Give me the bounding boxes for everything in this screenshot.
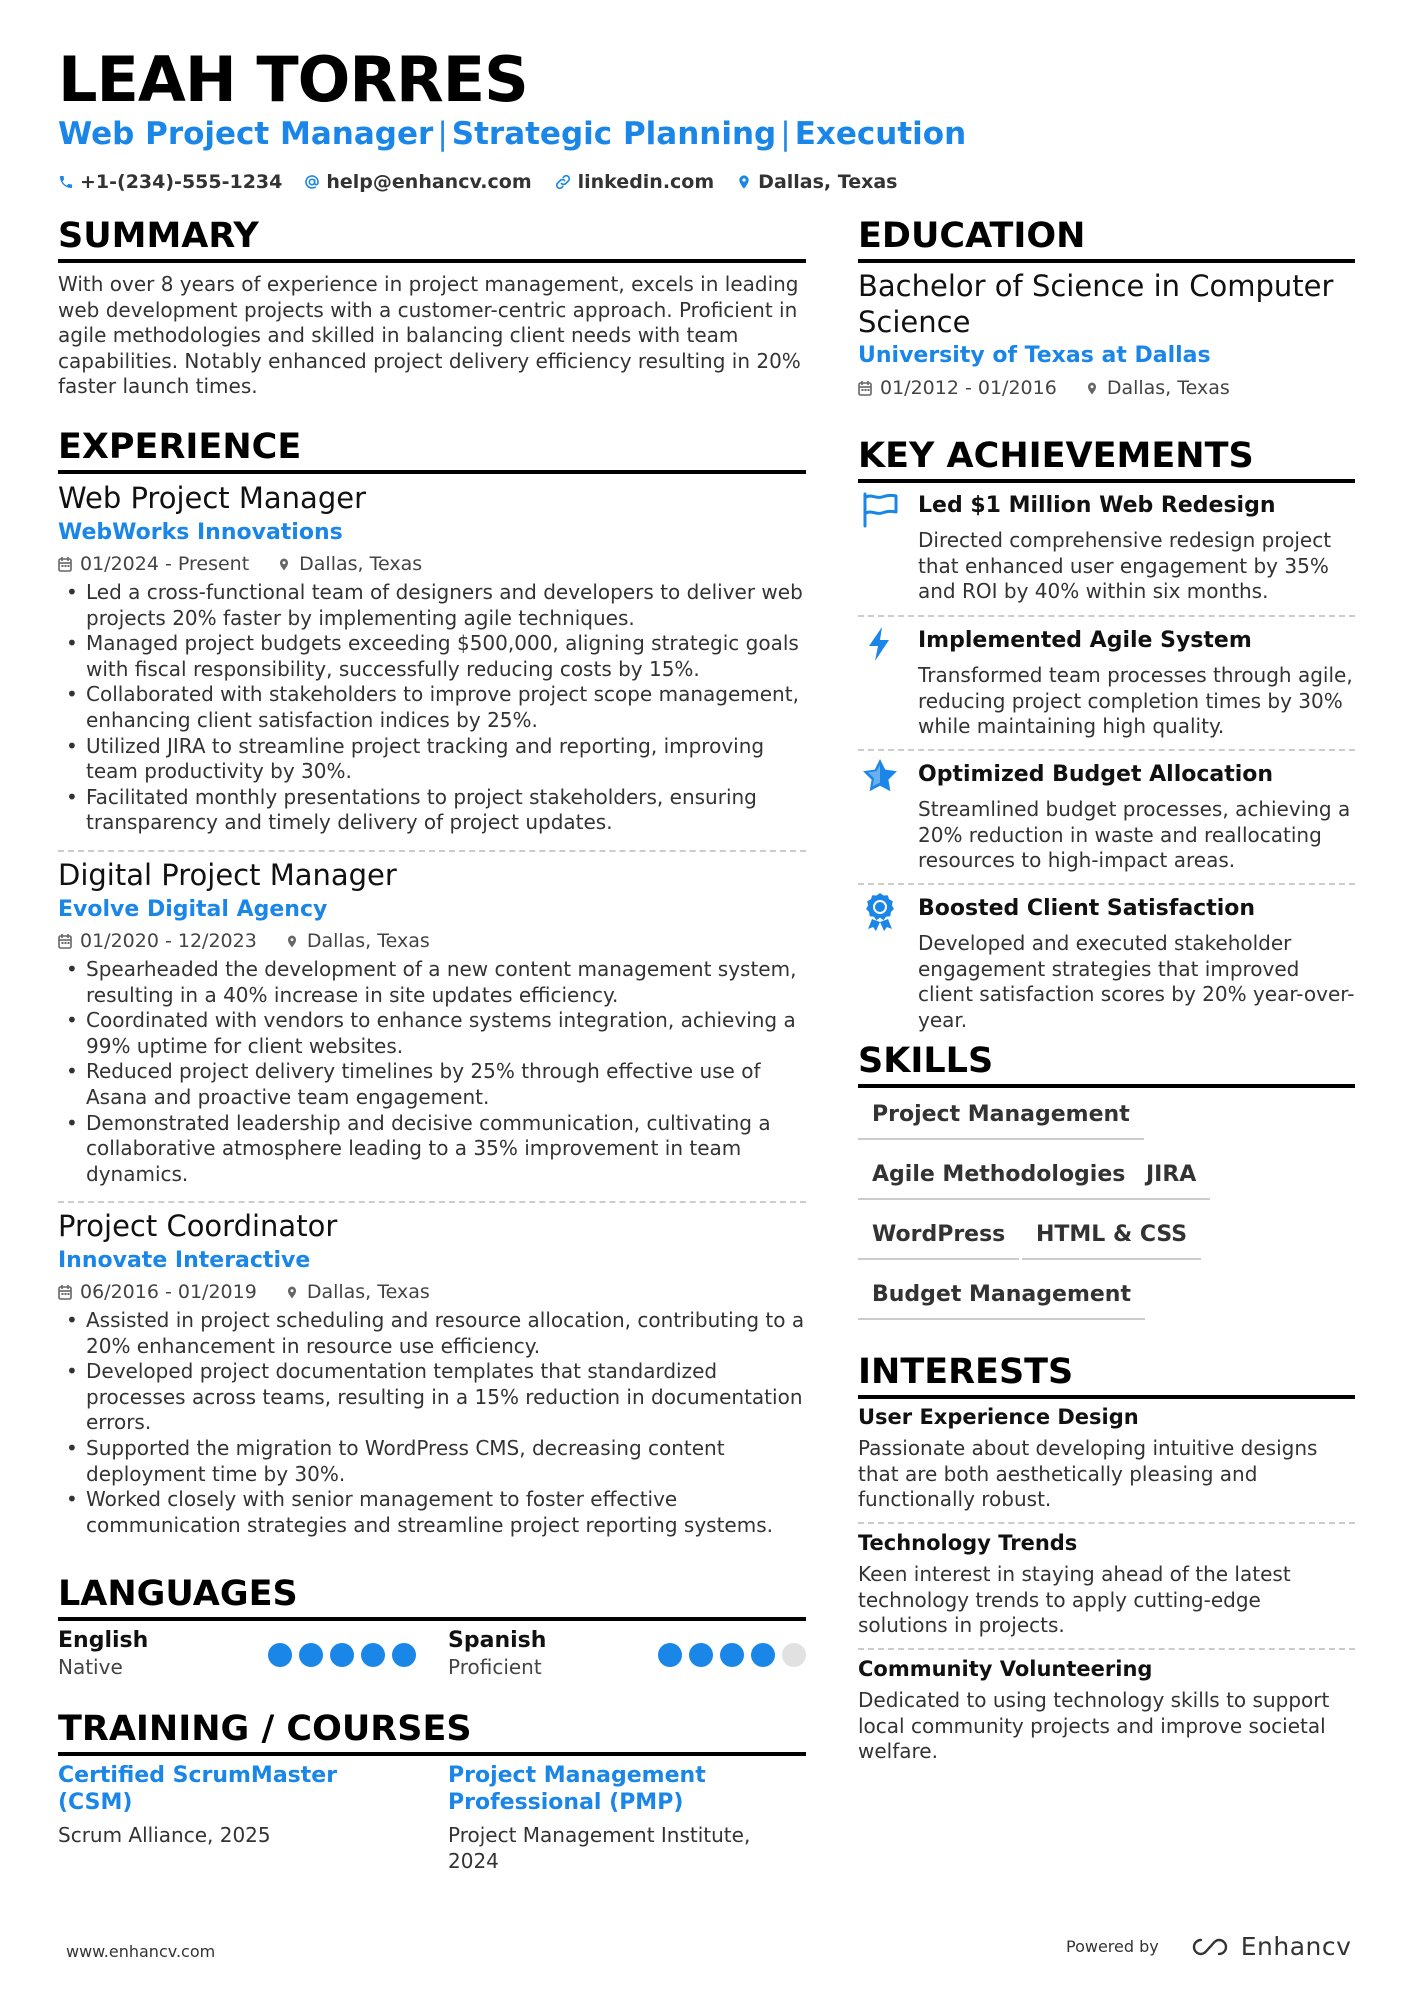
- achievement-item: [918, 761, 1355, 874]
- skill-tag: WordPress: [858, 1220, 1019, 1260]
- contact-location: [736, 171, 897, 193]
- achievement-title: Implemented Agile System: [918, 628, 1252, 653]
- rating-dot-filled: [268, 1643, 292, 1667]
- language-name: English: [58, 1628, 149, 1653]
- enhancv-logo-icon: [1187, 1935, 1233, 1959]
- language-name: Spanish: [448, 1628, 547, 1653]
- interest-desc: Dedicated to using technology skills to support local community projects and improve societal welfare.: [858, 1688, 1330, 1764]
- calendar-icon: [58, 556, 72, 572]
- achievement-item: [918, 492, 1355, 605]
- job-dates: 01/2024 - Present: [80, 553, 250, 575]
- bullet-item: • Worked closely with senior management to foster effective communication strategies and streamline project reporting systems.: [58, 1487, 806, 1538]
- company-name: Evolve Digital Agency: [58, 897, 328, 922]
- language-rating: [268, 1643, 423, 1667]
- interest-item: [858, 1529, 1355, 1639]
- school-name: University of Texas at Dallas: [858, 343, 1211, 368]
- bullet-item: • Supported the migration to WordPress CMS, decreasing content deployment time by 30%.: [58, 1436, 806, 1487]
- company-name: Innovate Interactive: [58, 1248, 311, 1273]
- calendar-icon: [58, 1284, 72, 1300]
- job-meta: [58, 1280, 806, 1304]
- headline-part: Web Project Manager: [58, 116, 434, 152]
- education-location: Dallas, Texas: [1106, 377, 1230, 399]
- course-title: Project Management Professional (PMP): [448, 1763, 706, 1815]
- course-title: Certified ScrumMaster (CSM): [58, 1763, 338, 1815]
- achievement-desc: Streamlined budget processes, achieving a 20% reduction in waste and reallocating resources to high-impact areas.: [918, 797, 1351, 873]
- job-location: Dallas, Texas: [306, 1281, 430, 1303]
- entry-divider: [858, 615, 1355, 617]
- rating-dot-filled: [720, 1643, 744, 1667]
- interest-desc: Passionate about developing intuitive designs that are both aesthetically pleasing and functionally robust.: [858, 1436, 1318, 1512]
- education-entry: [858, 268, 1355, 400]
- interest-title: User Experience Design: [858, 1405, 1139, 1429]
- achievement-desc: Transformed team processes through agile, reducing project completion times by 30% while maintaining high quality.: [918, 663, 1353, 739]
- footer-website[interactable]: www.enhancv.com: [66, 1942, 216, 1961]
- achievements-heading: KEY ACHIEVEMENTS: [858, 436, 1254, 476]
- bullet-item: • Led a cross-functional team of designers and developers to deliver web projects 20% faster by implementing agile techniques.: [58, 580, 806, 631]
- powered-by-label: Powered by: [1066, 1937, 1159, 1956]
- footer-branding[interactable]: [1066, 1932, 1351, 1961]
- interest-item: [858, 1403, 1355, 1513]
- candidate-name: LEAH TORRES: [58, 43, 528, 116]
- at-icon: [304, 174, 320, 190]
- rating-dot-filled: [392, 1643, 416, 1667]
- entry-divider: [858, 1648, 1355, 1650]
- linkedin-text: linkedin.com: [577, 171, 715, 193]
- achievement-item: [918, 895, 1355, 1033]
- rating-dot-empty: [782, 1643, 806, 1667]
- bullet-item: • Spearheaded the development of a new content management system, resulting in a 40% increase in site updates efficiency.: [58, 957, 806, 1008]
- job-title: Digital Project Manager: [58, 858, 397, 892]
- rating-dot-filled: [751, 1643, 775, 1667]
- contact-linkedin[interactable]: [554, 171, 715, 193]
- achievement-title: Boosted Client Satisfaction: [918, 896, 1256, 921]
- bullet-item: • Reduced project delivery timelines by 25% through effective use of Asana and proactive team engagement.: [58, 1059, 806, 1110]
- location-pin-icon: [736, 173, 752, 191]
- contact-email[interactable]: [304, 171, 531, 193]
- interest-title: Community Volunteering: [858, 1657, 1153, 1681]
- skill-tag: Agile Methodologies: [858, 1160, 1139, 1200]
- location-pin-icon: [277, 556, 291, 573]
- education-meta: [858, 376, 1355, 400]
- course-provider: Project Management Institute, 2024: [448, 1823, 751, 1873]
- section-divider: [58, 470, 806, 474]
- entry-divider: [858, 1522, 1355, 1524]
- location-pin-icon: [285, 933, 299, 950]
- experience-entry: [58, 1208, 806, 1538]
- section-divider: [858, 479, 1355, 483]
- section-divider: [858, 1084, 1355, 1088]
- summary-text: With over 8 years of experience in project management, excels in leading web development projects with a customer-centric approach. Proficient in agile methodologies and skilled in balancing client needs with team capabilities. Notably enhanced project delivery efficiency resulting in 20% faster launch times.: [58, 272, 801, 399]
- headline-separator: |: [437, 116, 448, 152]
- job-bullets: [58, 957, 806, 1187]
- course-entry: [448, 1763, 778, 1874]
- language-level: Proficient: [448, 1655, 542, 1679]
- lightning-icon: [860, 624, 900, 664]
- entry-divider: [858, 883, 1355, 885]
- achievement-title: Optimized Budget Allocation: [918, 762, 1274, 787]
- language-rating: [658, 1643, 813, 1667]
- training-heading: TRAINING / COURSES: [58, 1709, 472, 1749]
- email-text: help@enhancv.com: [326, 171, 532, 193]
- flag-icon: [860, 490, 900, 530]
- education-dates: 01/2012 - 01/2016: [880, 377, 1057, 399]
- skills-heading: SKILLS: [858, 1041, 994, 1081]
- achievement-title: Led $1 Million Web Redesign: [918, 493, 1276, 518]
- award-ribbon-icon: [860, 891, 900, 931]
- skill-tag: HTML & CSS: [1022, 1220, 1201, 1260]
- headline: [58, 114, 966, 154]
- rating-dot-filled: [689, 1643, 713, 1667]
- course-entry: [58, 1763, 408, 1848]
- rating-dot-filled: [299, 1643, 323, 1667]
- entry-divider: [58, 1201, 806, 1203]
- section-divider: [58, 259, 806, 263]
- education-heading: EDUCATION: [858, 216, 1086, 256]
- job-location: Dallas, Texas: [306, 930, 430, 952]
- calendar-icon: [58, 933, 72, 949]
- experience-entry: [58, 480, 806, 836]
- degree: Bachelor of Science in Computer Science: [858, 269, 1334, 339]
- location-text: Dallas, Texas: [758, 171, 898, 193]
- bullet-item: • Coordinated with vendors to enhance systems integration, achieving a 99% uptime for client websites.: [58, 1008, 806, 1059]
- skill-tag: Project Management: [858, 1100, 1144, 1140]
- rating-dot-filled: [330, 1643, 354, 1667]
- phone-text: +1-(234)-555-1234: [80, 171, 283, 193]
- entry-divider: [58, 850, 806, 852]
- experience-heading: EXPERIENCE: [58, 427, 302, 467]
- experience-entry: [58, 857, 806, 1187]
- rating-dot-filled: [658, 1643, 682, 1667]
- headline-separator: |: [780, 116, 791, 152]
- bullet-item: • Facilitated monthly presentations to project stakeholders, ensuring transparency and timely delivery of project updates.: [58, 785, 806, 836]
- bullet-item: • Demonstrated leadership and decisive communication, cultivating a collaborative atmosphere leading to a 35% improvement in team dynamics.: [58, 1111, 806, 1188]
- job-meta: [58, 929, 806, 953]
- phone-icon: [58, 174, 74, 190]
- company-name: WebWorks Innovations: [58, 520, 343, 545]
- entry-divider: [858, 749, 1355, 751]
- location-pin-icon: [285, 1284, 299, 1301]
- language-level: Native: [58, 1655, 123, 1679]
- brand-name: Enhancv: [1240, 1932, 1352, 1961]
- job-title: Web Project Manager: [58, 481, 366, 515]
- section-divider: [858, 1395, 1355, 1399]
- job-meta: [58, 552, 806, 576]
- interest-desc: Keen interest in staying ahead of the latest technology trends to apply cutting-edge solutions in projects.: [858, 1562, 1291, 1638]
- job-bullets: [58, 580, 806, 836]
- skill-tag: Budget Management: [858, 1280, 1145, 1320]
- section-divider: [58, 1752, 806, 1756]
- achievement-desc: Directed comprehensive redesign project that enhanced user engagement by 35% and ROI by 40% within six months.: [918, 528, 1332, 604]
- location-pin-icon: [1085, 380, 1099, 397]
- rating-dot-filled: [361, 1643, 385, 1667]
- calendar-icon: [858, 380, 872, 396]
- bullet-item: • Assisted in project scheduling and resource allocation, contributing to a 20% enhancement in resource use efficiency.: [58, 1308, 806, 1359]
- skill-tag: JIRA: [1132, 1160, 1210, 1200]
- course-provider: Scrum Alliance, 2025: [58, 1823, 271, 1847]
- achievement-item: [918, 627, 1355, 740]
- job-dates: 01/2020 - 12/2023: [80, 930, 257, 952]
- job-location: Dallas, Texas: [299, 553, 423, 575]
- achievement-desc: Developed and executed stakeholder engagement strategies that improved client satisfaction scores by 20% year-over-year.: [918, 931, 1355, 1032]
- star-icon: [860, 756, 900, 796]
- interest-title: Technology Trends: [858, 1531, 1078, 1555]
- job-bullets: [58, 1308, 806, 1538]
- section-divider: [58, 1617, 806, 1621]
- job-dates: 06/2016 - 01/2019: [80, 1281, 257, 1303]
- bullet-item: • Utilized JIRA to streamline project tracking and reporting, improving team productivity by 30%.: [58, 734, 806, 785]
- interests-heading: INTERESTS: [858, 1352, 1074, 1392]
- headline-part: Execution: [794, 116, 967, 152]
- contact-phone[interactable]: [58, 171, 282, 193]
- languages-heading: LANGUAGES: [58, 1574, 298, 1614]
- bullet-item: • Managed project budgets exceeding $500,000, aligning strategic goals with fiscal responsibility, successfully reducing costs by 15%.: [58, 631, 806, 682]
- bullet-item: • Collaborated with stakeholders to improve project scope management, enhancing client satisfaction indices by 25%.: [58, 682, 806, 733]
- bullet-item: • Developed project documentation templates that standardized processes across teams, resulting in a 15% reduction in documentation errors.: [58, 1359, 806, 1436]
- contact-bar: [58, 168, 919, 196]
- interest-item: [858, 1655, 1355, 1765]
- link-icon: [554, 173, 572, 191]
- headline-part: Strategic Planning: [451, 116, 777, 152]
- job-title: Project Coordinator: [58, 1209, 338, 1243]
- section-divider: [858, 259, 1355, 263]
- summary-heading: SUMMARY: [58, 216, 259, 256]
